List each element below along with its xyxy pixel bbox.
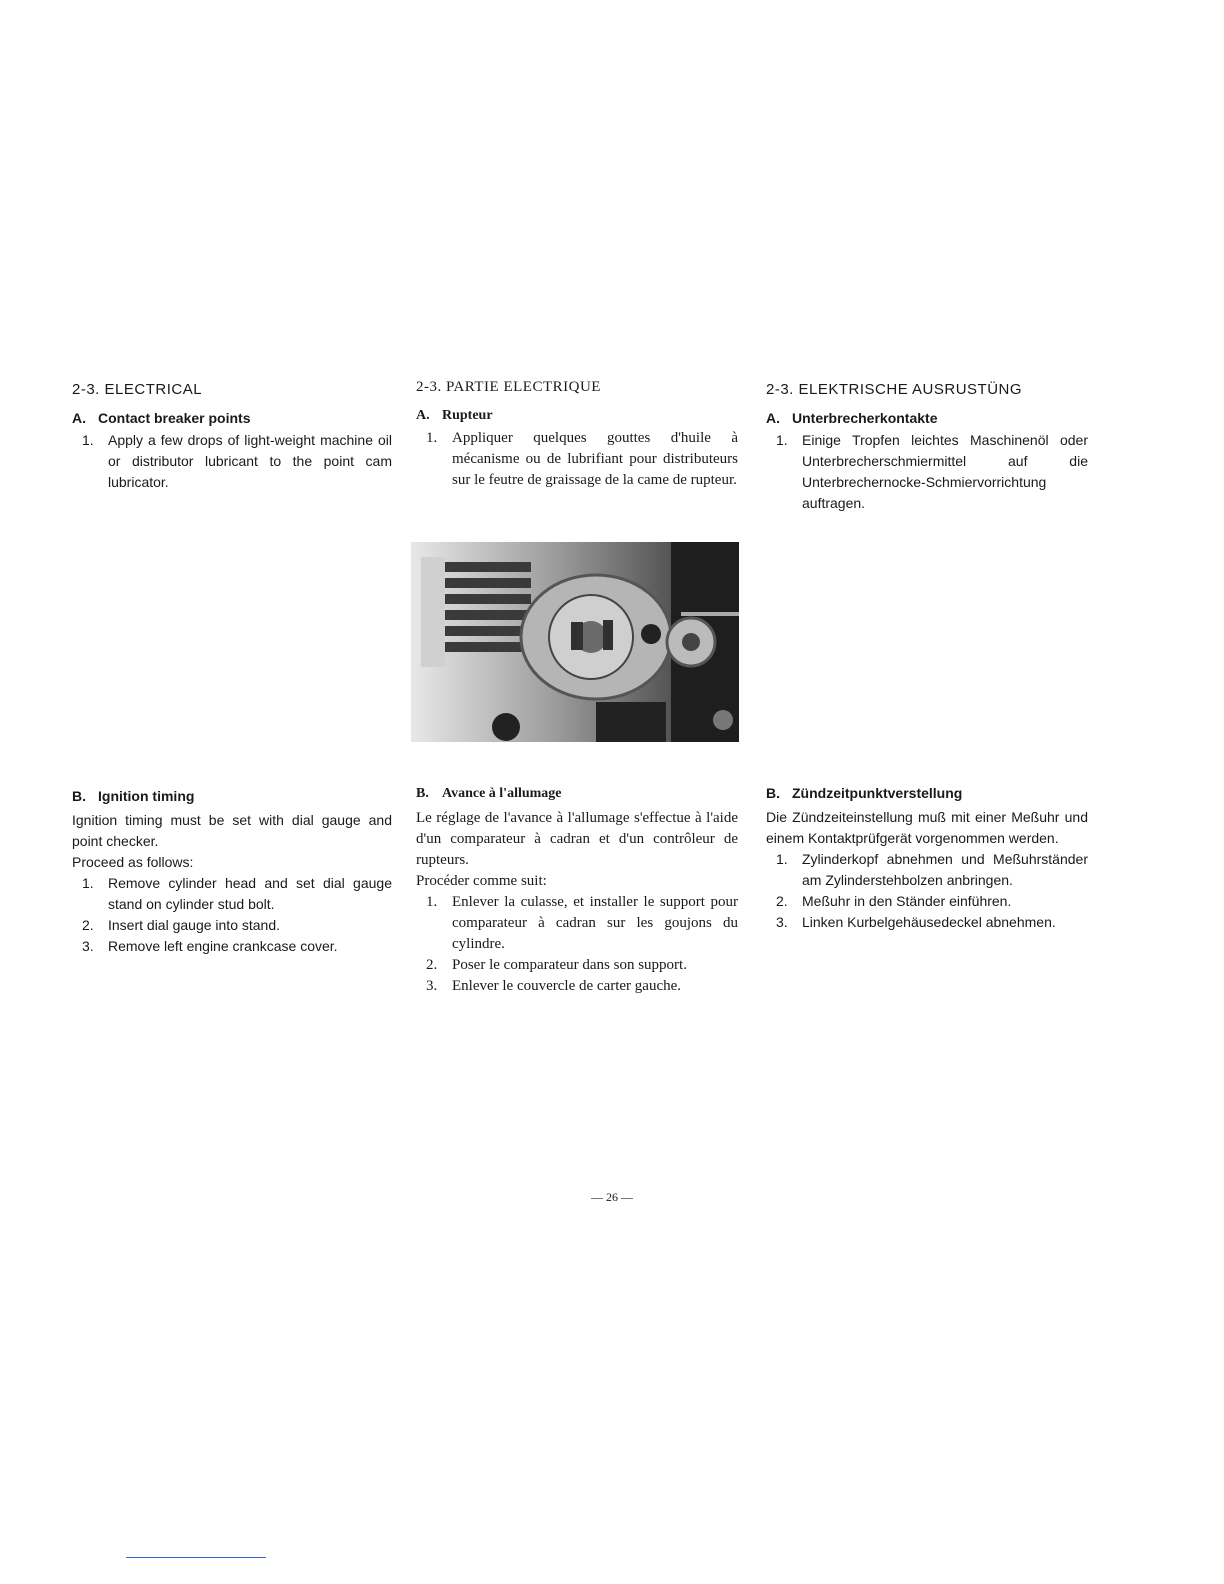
paragraph: Proceed as follows:: [72, 854, 194, 870]
list-item: 1. Einige Tropfen leichtes Maschinenöl oder Unterbrecherschmiermittel auf die Unterbrechernocke-Schmiervorrichtung auftragen.: [776, 432, 1088, 511]
paragraph: Ignition timing must be set with dial gauge and point checker.: [72, 812, 392, 849]
list-item: 1. Remove cylinder head and set dial gauge stand on cylinder stud bolt.: [82, 875, 392, 912]
footer-rule: [126, 1557, 266, 1558]
german-column-bottom: [766, 785, 1088, 933]
subsection-heading: A. Unterbrecherkontakte: [766, 410, 938, 426]
list-item: 1. Apply a few drops of light-weight machine oil or distributor lubricant to the point cam lubricator.: [82, 432, 392, 490]
subsection-heading: A. Contact breaker points: [72, 410, 251, 426]
list-item: 1. Appliquer quelques gouttes d'huile à mécanisme ou de lubrifiant pour distributeurs sur le feutre de graissage de la came de rupteur.: [426, 430, 738, 488]
paragraph: Die Zündzeiteinstellung muß mit einer Meßuhr und einem Kontaktprüfgerät vorgenommen werden.: [766, 809, 1088, 846]
list-item: 3. Remove left engine crankcase cover.: [82, 938, 338, 954]
subsection-heading: B. Avance à l'allumage: [416, 786, 562, 801]
list-item: 2. Insert dial gauge into stand.: [82, 917, 281, 933]
engine-crankcase-photo: [411, 542, 739, 742]
english-column-bottom: [72, 788, 392, 957]
list-item: 2. Poser le comparateur dans son support.: [426, 957, 687, 973]
list-item: 3. Linken Kurbelgehäusedeckel abnehmen.: [776, 914, 1056, 930]
subsection-heading: B. Ignition timing: [72, 788, 195, 804]
subsection-heading: A. Rupteur: [416, 408, 493, 423]
german-column-top: [766, 381, 1088, 514]
french-column-bottom: [416, 786, 738, 997]
section-heading: 2-3. ELEKTRISCHE AUSRUSTÜNG: [766, 381, 1023, 398]
section-heading: 2-3. ELECTRICAL: [72, 381, 203, 398]
list-item: 2. Meßuhr in den Ständer einführen.: [776, 893, 1012, 909]
french-column-top: [416, 379, 738, 491]
list-item: 1. Enlever la culasse, et installer le support pour comparateur à cadran sur les goujons du cylindre.: [426, 894, 738, 952]
section-heading: 2-3. PARTIE ELECTRIQUE: [416, 379, 601, 395]
paragraph: Procéder comme suit:: [416, 873, 547, 889]
english-column-top: [72, 381, 392, 493]
subsection-heading: B. Zündzeitpunktverstellung: [766, 785, 963, 801]
paragraph: Le réglage de l'avance à l'allumage s'effectue à l'aide d'un comparateur à cadran et d'un contrôleur de rupteurs.: [416, 810, 738, 868]
list-item: 3. Enlever le couvercle de carter gauche.: [426, 978, 682, 994]
list-item: 1. Zylinderkopf abnehmen und Meßuhrständer am Zylinderstehbolzen anbringen.: [776, 851, 1088, 888]
page-number: — 26 —: [591, 1190, 633, 1204]
